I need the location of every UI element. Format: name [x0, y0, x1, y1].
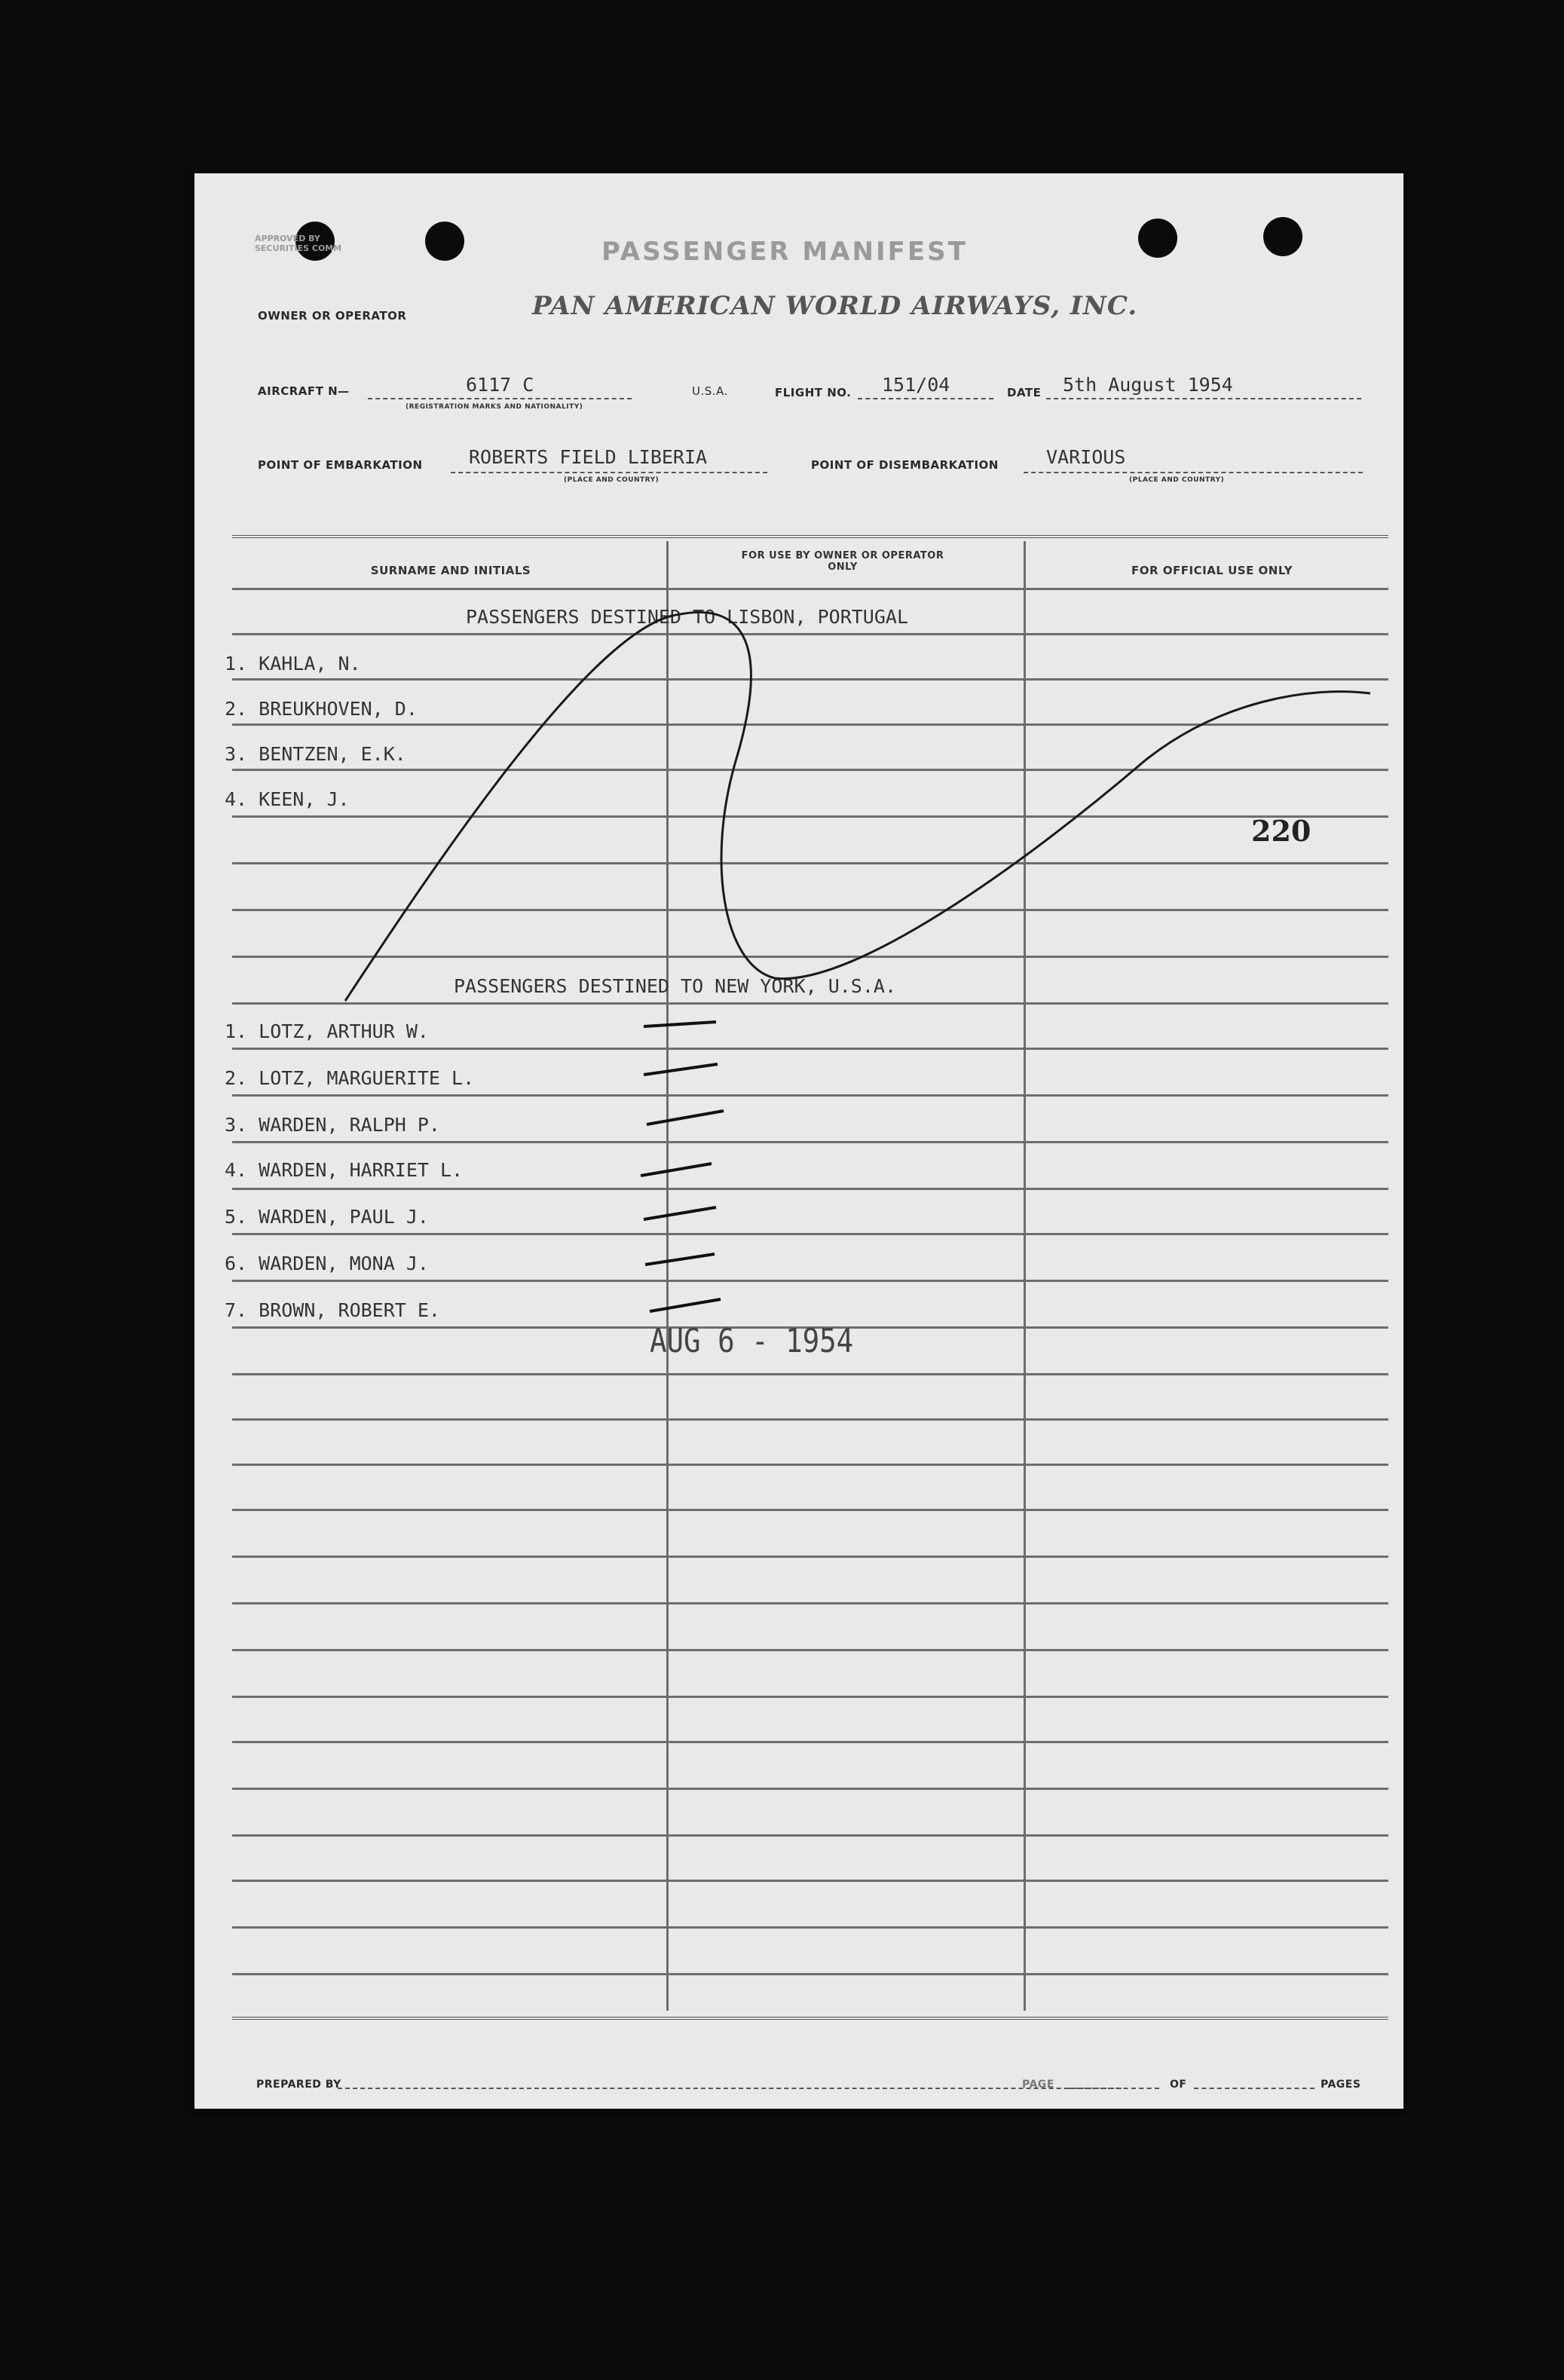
aircraft-value: 6117 C — [466, 374, 534, 396]
date-label: DATE — [1007, 386, 1042, 399]
registration-note: (REGISTRATION MARKS AND NATIONALITY) — [406, 403, 583, 411]
group-heading-new-york: PASSENGERS DESTINED TO NEW YORK, U.S.A. — [454, 975, 896, 997]
passenger-entry: 7. BROWN, ROBERT E. — [225, 1299, 440, 1321]
column-header-surname: SURNAME AND INITIALS — [370, 564, 531, 577]
check-mark — [644, 1022, 716, 1026]
check-mark — [641, 1164, 712, 1176]
aircraft-label: AIRCRAFT N— — [258, 384, 350, 398]
prepared-by-label: PREPARED BY — [256, 2079, 341, 2091]
passenger-entry: 2. BREUKHOVEN, D. — [225, 698, 418, 720]
check-mark — [644, 1064, 718, 1075]
nationality: U.S.A. — [692, 384, 728, 398]
disembarkation-label: POINT OF DISEMBARKATION — [811, 458, 999, 472]
flight-value: 151/04 — [882, 374, 950, 396]
column-header-official: FOR OFFICIAL USE ONLY — [1131, 564, 1293, 577]
strike-through-stroke — [345, 612, 1370, 1001]
passenger-entry: 1. KAHLA, N. — [225, 653, 361, 675]
page-underline — [1069, 2088, 1159, 2089]
passenger-entry: 1. LOTZ, ARTHUR W. — [225, 1020, 429, 1042]
check-mark — [644, 1207, 716, 1219]
check-mark — [650, 1299, 721, 1311]
pages-underline — [1194, 2088, 1315, 2089]
date-stamp: AUG 6 - 1954 — [650, 1322, 854, 1360]
passenger-entry: 3. BENTZEN, E.K. — [225, 743, 406, 765]
passenger-entry: 2. LOTZ, MARGUERITE L. — [225, 1067, 475, 1089]
prepared-by-underline — [338, 2088, 1122, 2089]
embarkation-place-note: (PLACE AND COUNTRY) — [564, 476, 660, 484]
airline-name: PAN AMERICAN WORLD AIRWAYS, INC. — [532, 291, 1138, 321]
owner-label: OWNER OR OPERATOR — [258, 309, 407, 323]
form-title: PASSENGER MANIFEST — [601, 237, 968, 267]
disembarkation-place-note: (PLACE AND COUNTRY) — [1129, 476, 1225, 484]
flight-label: FLIGHT NO. — [775, 386, 852, 399]
check-mark — [647, 1111, 724, 1124]
embarkation-value: ROBERTS FIELD LIBERIA — [469, 446, 708, 468]
official-number: 220 — [1251, 814, 1311, 848]
disembarkation-value: VARIOUS — [1046, 446, 1126, 468]
manifest-form — [194, 173, 1403, 2109]
check-mark — [645, 1254, 715, 1265]
page-label: PAGE — [1022, 2079, 1054, 2091]
passenger-entry: 3. WARDEN, RALPH P. — [225, 1114, 440, 1136]
passenger-entry: 6. WARDEN, MONA J. — [225, 1253, 429, 1274]
handwritten-marks — [194, 173, 1403, 2109]
passenger-entry: 5. WARDEN, PAUL J. — [225, 1206, 429, 1228]
date-value: 5th August 1954 — [1063, 374, 1233, 396]
of-label: OF — [1170, 2079, 1187, 2091]
passenger-entry: 4. WARDEN, HARRIET L. — [225, 1159, 464, 1181]
column-header-operator: FOR USE BY OWNER OR OPERATOR ONLY — [741, 550, 944, 573]
passenger-entry: 4. KEEN, J. — [225, 788, 350, 810]
corner-note: APPROVED BY SECURITIES COMM — [255, 234, 342, 253]
embarkation-label: POINT OF EMBARKATION — [258, 458, 423, 472]
pages-label: PAGES — [1321, 2079, 1361, 2091]
group-heading-lisbon: PASSENGERS DESTINED TO LISBON, PORTUGAL — [466, 606, 908, 628]
